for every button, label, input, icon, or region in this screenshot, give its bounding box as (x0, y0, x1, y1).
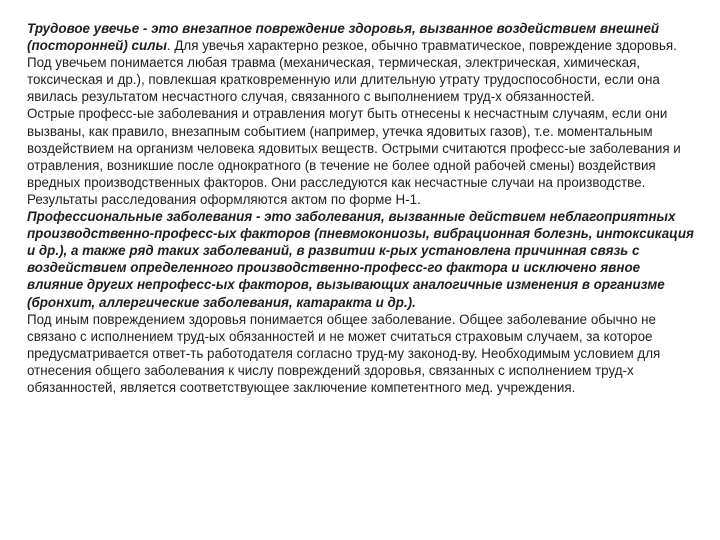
paragraph-other-health-damage: Под иным повреждением здоровья понимается общее заболевание. Общее заболевание обычно не связано с исполнением труд-ых обязанностей и не может считаться страховым случаем, за которое предусматривается ответ-ть работодателя согласно труд-му законод-ву. Необходимым условием для отнесения общего заболевания к числу повреждений здоровья, связанных с исполнением труд-х обязанностей, является соответствующее заключение компетентного мед. учреждения. (27, 311, 661, 395)
paragraph-work-injury (27, 20, 699, 105)
document-body (27, 20, 699, 396)
paragraph-acute-diseases: Острые професс-ые заболевания и отравления могут быть отнесены к несчастным случаям, если они вызваны, как правило, внезапным событием (например, утечка ядовитых газов), т.е. моментальным воздействием на организм человека ядовитых веществ. Острыми считаются професс-ые заболевания и отравления, возникшие после однократного (в течение не более одной рабочей смены) воздействия вредных производственных факторов. Они расследуются как несчастные случаи на производстве. Результаты расследования оформляются актом по форме Н-1. (27, 106, 681, 207)
term-work-injury: Трудовое увечье - это внезапное повреждение здоровья, вызванное воздействием внешней (посторонней) силы (27, 21, 660, 54)
work-injury-description: . Для увечья характерно резкое, обычно травматическое, повреждение здоровья. Под увечьем понимается любая травма (механическая, термическая, электрическая, химическая, токсическая и др.), повлекшая кратковременную или длительную утрату трудоспособности, если она явилась результатом несчастного случая, связанного с выполнением труд-х обязанностей. (27, 38, 677, 105)
paragraph-occupational-diseases: Профессиональные заболевания - это заболевания, вызванные действием неблагоприятных производственно-професс-ых факторов (пневмокониозы, вибрационная болезнь, интоксикация и др.), а также ряд таких заболеваний, в развитии к-рых установлена причинная связь с воздействием определенного производственно-професс-го фактора и исключено явное влияние других непрофесс-ых факторов, вызывающих аналогичные изменения в организме (бронхит, аллергические заболевания, катаракта и др.). (27, 209, 694, 310)
